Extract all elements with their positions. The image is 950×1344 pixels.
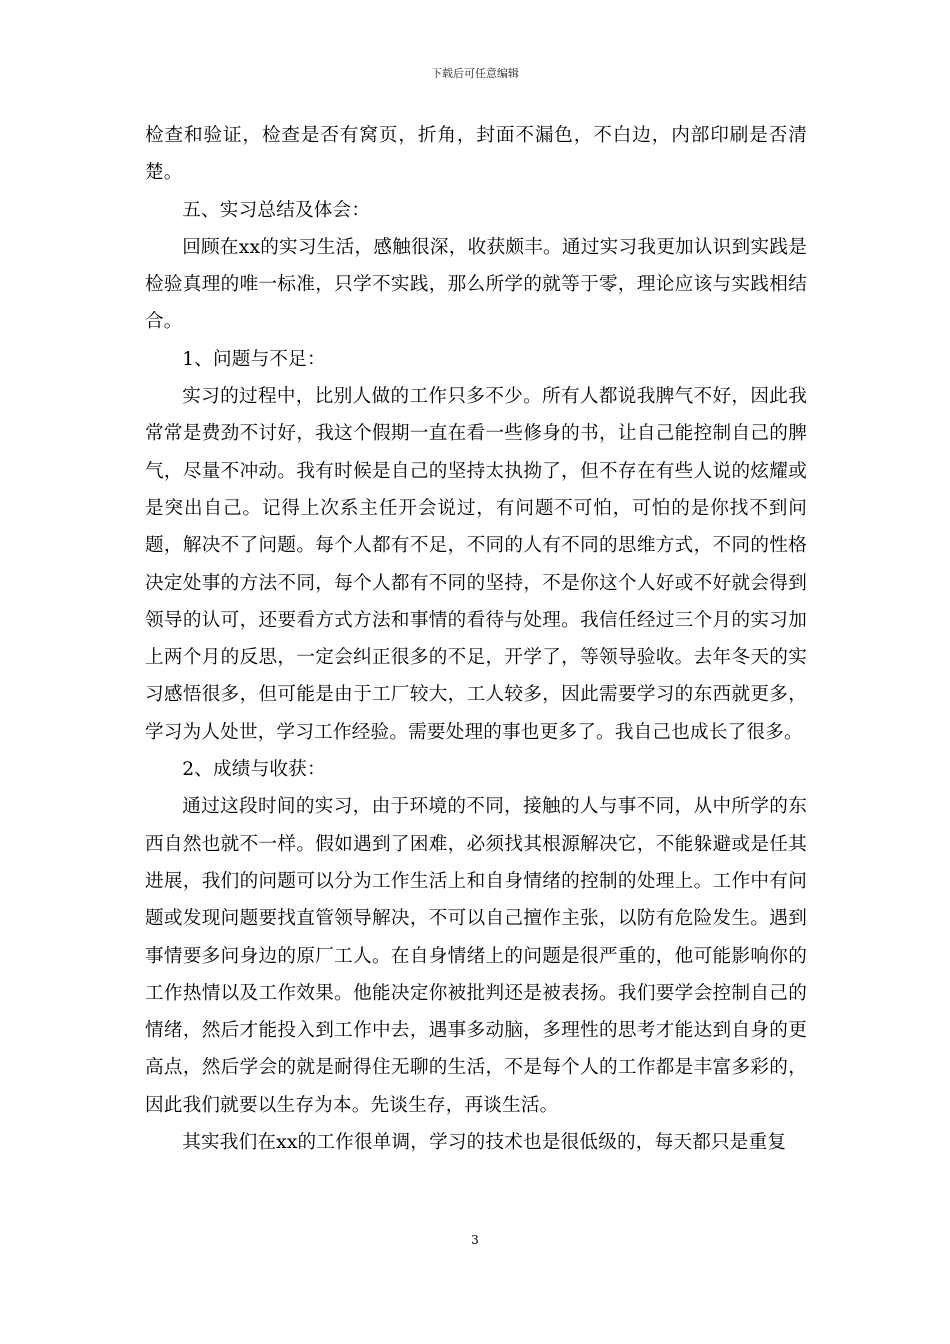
section-heading-summary: 五、实习总结及体会： — [182, 199, 371, 221]
paragraph-problems: 实习的过程中，比别人做的工作只多不少。所有人都说我脾气不好，因此我常常是费劲不讨好，我这个假期一直在看一些修身的书，让自己能控制自己的脾气，尽量不冲动。我有时候是自己的坚持太执拗了，但不存在有些人说的炫耀或是突出自己。记得上次系主任开会说过，有问题不可怕，可怕的是你找不到问题，解决不了问题。每个人都有不足，不同的人有不同的思维方式，不同的性格决定处事的方法不同，每个人都有不同的坚持，不是你这个人好或不好就会得到领导的认可，还要看方式方法和事情的看待与处理。我信任经过三个月的实习加上两个月的反思，一定会纠正很多的不足，开学了，等领导验收。去年冬天的实习感悟很多，但可能是由于工厂较大，工人较多，因此需要学习的东西就更多，学习为人处世，学习工作经验。需要处理的事也更多了。我自己也成长了很多。 — [145, 386, 807, 743]
subheading-problems: 1、问题与不足： — [182, 348, 326, 370]
document-body — [145, 117, 807, 1161]
paragraph-achievements: 通过这段时间的实习，由于环境的不同，接触的人与事不同，从中所学的东西自然也就不一样。假如遇到了困难，必须找其根源解决它，不能躲避或是任其进展，我们的问题可以分为工作生活上和自身情绪的控制的处理上。工作中有问题或发现问题要找直管领导解决，不可以自己擅作主张，以防有危险发生。遇到事情要多问身边的原厂工人。在自身情绪上的问题是很严重的，他可能影响你的工作热情以及工作效果。他能决定你被批判还是被表扬。我们要学会控制自己的情绪，然后才能投入到工作中去，遇事多动脑，多理性的思考才能达到自身的更高点，然后学会的就是耐得住无聊的生活，不是每个人的工作都是丰富多彩的，因此我们就要以生存为本。先谈生存，再谈生活。 — [145, 796, 807, 1116]
subheading-achievements: 2、成绩与收获： — [182, 759, 326, 781]
page-number: 3 — [471, 1233, 479, 1247]
page-header: 下载后可任意编辑 — [431, 67, 519, 80]
paragraph-1: 检查和验证，检查是否有窝页，折角，封面不漏色，不白边，内部印刷是否清楚。 — [145, 125, 807, 184]
paragraph-final: 其实我们在xx的工作很单调，学习的技术也是很低级的，每天都只是重复 — [182, 1132, 787, 1154]
paragraph-review: 回顾在xx的实习生活，感触很深，收获颇丰。通过实习我更加认识到实践是检验真理的唯一标准，只学不实践，那么所学的就等于零，理论应该与实践相结合。 — [145, 236, 807, 333]
